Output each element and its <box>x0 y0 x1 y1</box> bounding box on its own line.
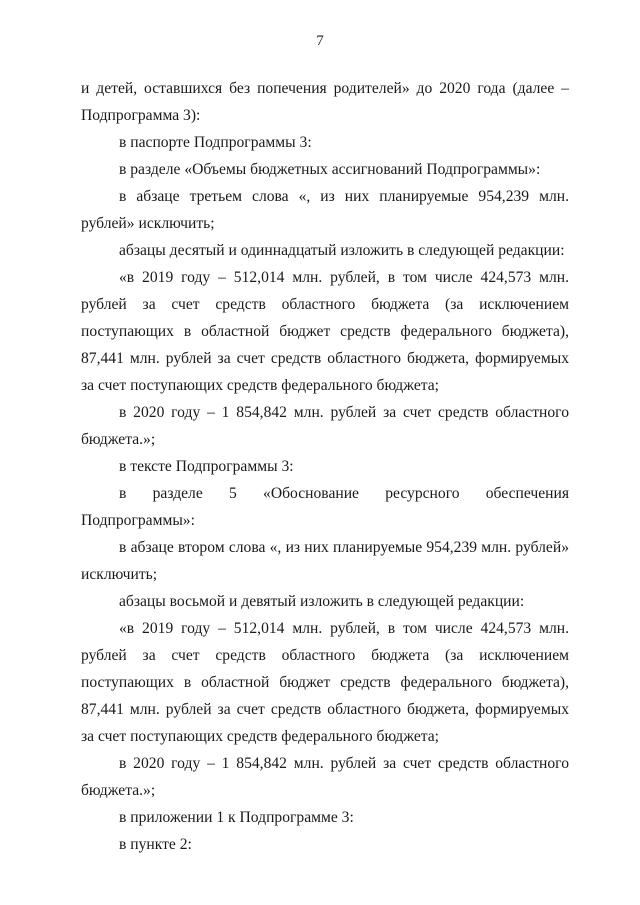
paragraph: абзацы восьмой и девятый изложить в следующей редакции: <box>119 593 525 610</box>
document-body <box>81 75 569 858</box>
paragraph: абзацы десятый и одиннадцатый изложить в следующей редакции: <box>119 242 565 259</box>
paragraph: в абзаце третьем слова «, из них планируемые 954,239 млн. рублей» исключить; <box>81 188 569 232</box>
paragraph: в паспорте Подпрограммы 3: <box>119 134 312 151</box>
paragraph: и детей, оставшихся без попечения родителей» до 2020 года (далее – Подпрограмма 3): <box>81 80 569 124</box>
paragraph: «в 2019 году – 512,014 млн. рублей, в том числе 424,573 млн. рублей за счет средств областного бюджета (за исключением поступающих в областной бюджет средств федерального бюджета), 87,441 млн. рублей за счет средств областного бюджета, формируемых за счет поступающих средств федерального бюджета; <box>81 620 569 745</box>
paragraph: «в 2019 году – 512,014 млн. рублей, в том числе 424,573 млн. рублей за счет средств областного бюджета (за исключением поступающих в областной бюджет средств федерального бюджета), 87,441 млн. рублей за счет средств областного бюджета, формируемых за счет поступающих средств федерального бюджета; <box>81 269 569 394</box>
paragraph: в пункте 2: <box>119 836 192 853</box>
paragraph: в тексте Подпрограммы 3: <box>119 458 294 475</box>
page-number: 7 <box>316 33 324 49</box>
paragraph: в разделе 5 «Обоснование ресурсного обеспечения Подпрограммы»: <box>81 485 569 529</box>
paragraph: в абзаце втором слова «, из них планируемые 954,239 млн. рублей» исключить; <box>81 539 569 583</box>
paragraph: в разделе «Объемы бюджетных ассигнований Подпрограммы»: <box>119 161 541 178</box>
paragraph: в 2020 году – 1 854,842 млн. рублей за счет средств областного бюджета.»; <box>81 404 569 448</box>
paragraph: в 2020 году – 1 854,842 млн. рублей за счет средств областного бюджета.»; <box>81 755 569 799</box>
paragraph: в приложении 1 к Подпрограмме 3: <box>119 809 354 826</box>
